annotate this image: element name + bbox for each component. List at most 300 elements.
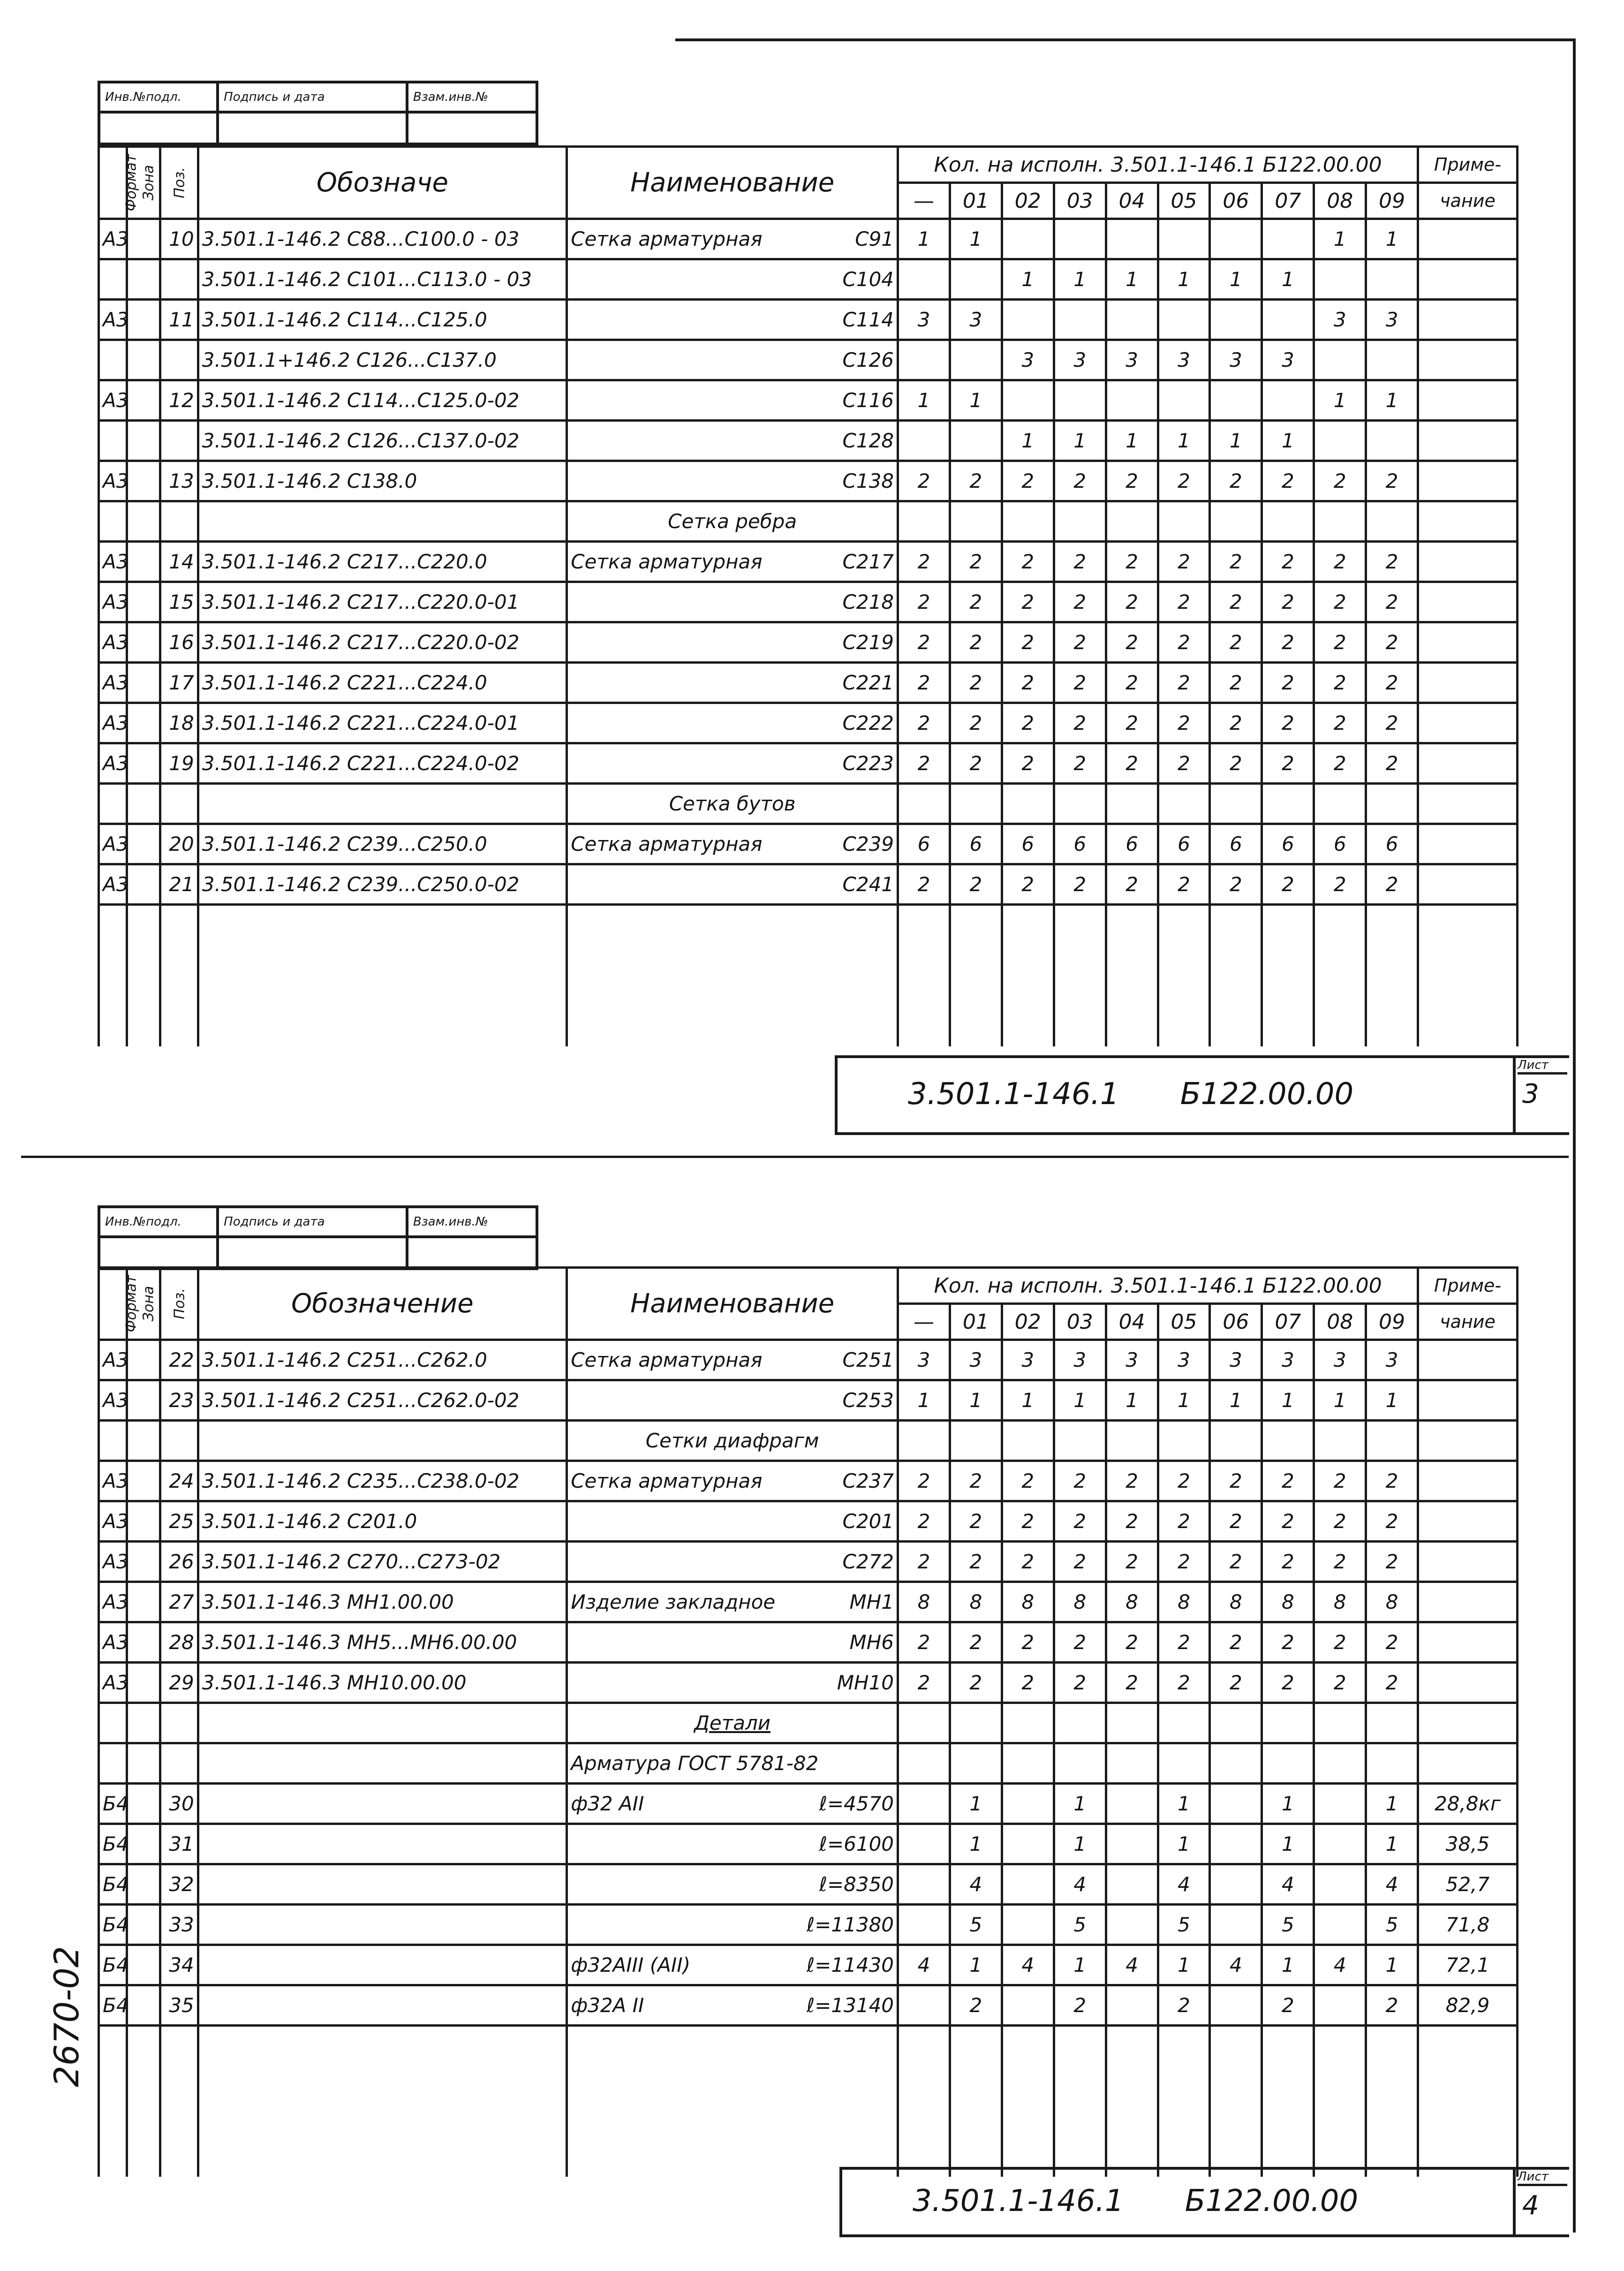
item-mark: МН6 — [849, 1631, 894, 1654]
cell-qty — [1262, 380, 1314, 421]
empty-cell — [1106, 905, 1158, 1047]
cell-format: А3 — [99, 703, 127, 743]
cell-qty: 1 — [1366, 1824, 1418, 1864]
cell-qty: 3 — [1366, 300, 1418, 340]
cell-qty: 2 — [1314, 1461, 1366, 1501]
sheet-number: 4 — [1522, 2190, 1539, 2221]
cell-name — [567, 1663, 898, 1703]
cell-qty — [1158, 300, 1210, 340]
empty-cell — [127, 2026, 160, 2177]
cell-qty: 2 — [1106, 864, 1158, 905]
item-name: Сетка арматурная — [571, 227, 763, 250]
sheet-number: 3 — [1522, 1079, 1539, 1109]
cell-qty: 2 — [1158, 542, 1210, 582]
cell-note — [1418, 1703, 1518, 1743]
cell-qty: 2 — [1054, 1985, 1106, 2026]
cell-zone — [127, 1380, 160, 1421]
cell-qty — [1054, 1703, 1106, 1743]
cell-format: А3 — [99, 1622, 127, 1663]
cell-pos: 20 — [160, 824, 198, 864]
stamp-signature-date: Подпись и дата — [218, 82, 407, 112]
cell-qty: 1 — [1262, 1945, 1314, 1985]
cell-designation: 3.501.1-146.2 С101...С113.0 - 03 — [198, 259, 567, 300]
cell-designation: 3.501.1-146.3 МН1.00.00 — [198, 1582, 567, 1622]
cell-qty — [898, 1743, 950, 1784]
cell-zone — [127, 1703, 160, 1743]
cell-pos: 22 — [160, 1340, 198, 1380]
cell-qty — [898, 259, 950, 300]
cell-qty: 2 — [1106, 542, 1158, 582]
cell-note — [1418, 1380, 1518, 1421]
cell-qty: 5 — [1158, 1905, 1210, 1945]
cell-qty: 1 — [1106, 421, 1158, 461]
cell-pos: 35 — [160, 1985, 198, 2026]
header-note-line2: чание — [1418, 1304, 1518, 1340]
cell-designation — [198, 1421, 567, 1461]
cell-qty: 2 — [1262, 542, 1314, 582]
cell-qty: 1 — [1158, 1945, 1210, 1985]
stamp-inv-no-value — [99, 112, 218, 144]
cell-qty — [1158, 1421, 1210, 1461]
cell-qty: 1 — [950, 1784, 1002, 1824]
cell-qty — [1158, 219, 1210, 259]
cell-qty: 2 — [1158, 1663, 1210, 1703]
cell-qty: 2 — [1002, 582, 1054, 622]
cell-qty: 2 — [1366, 1622, 1418, 1663]
cell-qty: 6 — [950, 824, 1002, 864]
cell-zone — [127, 663, 160, 703]
cell-qty: 2 — [950, 864, 1002, 905]
cell-note — [1418, 380, 1518, 421]
cell-qty — [1002, 219, 1054, 259]
header-qty-title: Кол. на исполн. 3.501.1-146.1 Б122.00.00 — [898, 147, 1418, 183]
header-variant: 04 — [1106, 183, 1158, 219]
cell-note: 71,8 — [1418, 1905, 1518, 1945]
cell-format — [99, 421, 127, 461]
cell-format: А3 — [99, 864, 127, 905]
cell-note — [1418, 743, 1518, 784]
cell-qty: 6 — [1054, 824, 1106, 864]
cell-pos: 26 — [160, 1542, 198, 1582]
cell-qty — [1002, 1784, 1054, 1824]
header-qty-title: Кол. на исполн. 3.501.1-146.1 Б122.00.00 — [898, 1268, 1418, 1304]
cell-qty: 2 — [1002, 743, 1054, 784]
cell-qty: 2 — [1210, 461, 1262, 501]
item-mark: С128 — [842, 429, 894, 452]
cell-zone — [127, 1905, 160, 1945]
cell-qty: 2 — [1210, 743, 1262, 784]
cell-pos: 23 — [160, 1380, 198, 1421]
cell-designation: 3.501.1-146.2 С239...С250.0-02 — [198, 864, 567, 905]
table-row — [99, 259, 1518, 300]
cell-qty: 1 — [1262, 421, 1314, 461]
cell-qty — [1158, 784, 1210, 824]
cell-pos: 11 — [160, 300, 198, 340]
cell-qty: 2 — [1366, 864, 1418, 905]
cell-qty: 2 — [1366, 622, 1418, 663]
cell-designation: 3.501.1-146.2 С217...С220.0-02 — [198, 622, 567, 663]
section-row — [99, 784, 1518, 824]
cell-pos — [160, 1703, 198, 1743]
cell-note — [1418, 340, 1518, 380]
cell-qty: 1 — [1158, 1380, 1210, 1421]
cell-designation: 3.501.1-146.2 С239...С250.0 — [198, 824, 567, 864]
table-row — [99, 421, 1518, 461]
cell-qty — [950, 1421, 1002, 1461]
cell-qty: 1 — [1262, 1380, 1314, 1421]
cell-qty — [898, 1985, 950, 2026]
cell-pos: 27 — [160, 1582, 198, 1622]
cell-qty — [1210, 1703, 1262, 1743]
cell-qty: 2 — [1210, 703, 1262, 743]
cell-designation: 3.501.1-146.2 С114...С125.0-02 — [198, 380, 567, 421]
document-code — [913, 2184, 1358, 2218]
cell-qty: 1 — [1314, 1380, 1366, 1421]
cell-zone — [127, 582, 160, 622]
section-row — [99, 1703, 1518, 1743]
cell-qty — [1106, 1784, 1158, 1824]
header-name: Наименование — [567, 147, 898, 219]
cell-qty: 2 — [1262, 703, 1314, 743]
cell-qty: 5 — [1054, 1905, 1106, 1945]
cell-pos — [160, 1743, 198, 1784]
cell-qty — [1054, 380, 1106, 421]
cell-zone — [127, 1784, 160, 1824]
cell-qty: 2 — [1366, 743, 1418, 784]
cell-qty: 2 — [950, 1622, 1002, 1663]
stamp-signature-date: Подпись и дата — [218, 1207, 407, 1237]
cell-qty — [1158, 380, 1210, 421]
cell-qty: 2 — [898, 1622, 950, 1663]
cell-format: А3 — [99, 1542, 127, 1582]
cell-qty — [1314, 501, 1366, 542]
cell-note — [1418, 1663, 1518, 1703]
cell-format — [99, 259, 127, 300]
cell-qty: 1 — [950, 219, 1002, 259]
cell-zone — [127, 1824, 160, 1864]
cell-name — [567, 703, 898, 743]
cell-qty: 2 — [898, 743, 950, 784]
cell-qty: 2 — [1054, 864, 1106, 905]
cell-designation — [198, 1784, 567, 1824]
cell-name — [567, 1905, 898, 1945]
cell-qty: 2 — [1106, 1663, 1158, 1703]
empty-cell — [1210, 2026, 1262, 2177]
cell-qty — [1314, 1703, 1366, 1743]
empty-cell — [1002, 2026, 1054, 2177]
cell-qty: 6 — [1158, 824, 1210, 864]
cell-qty — [1262, 219, 1314, 259]
cell-qty — [1262, 1743, 1314, 1784]
cell-qty: 2 — [1262, 1542, 1314, 1582]
cell-qty — [1366, 340, 1418, 380]
cell-qty: 2 — [1262, 1501, 1314, 1542]
cell-format: А3 — [99, 380, 127, 421]
empty-cell — [898, 2026, 950, 2177]
cell-qty: 1 — [1158, 1824, 1210, 1864]
cell-note — [1418, 864, 1518, 905]
cell-qty: 2 — [950, 1985, 1002, 2026]
cell-qty — [1210, 784, 1262, 824]
cell-name — [567, 421, 898, 461]
cell-qty — [1106, 1743, 1158, 1784]
cell-qty: 1 — [898, 380, 950, 421]
cell-qty — [1314, 421, 1366, 461]
cell-name — [567, 1501, 898, 1542]
item-name: Изделие закладное — [571, 1590, 776, 1613]
cell-qty — [1314, 1784, 1366, 1824]
cell-qty: 2 — [1002, 622, 1054, 663]
cell-format: Б4 — [99, 1905, 127, 1945]
empty-cell — [198, 2026, 567, 2177]
cell-note — [1418, 1582, 1518, 1622]
cell-qty: 2 — [1054, 1501, 1106, 1542]
cell-qty: 3 — [1366, 1340, 1418, 1380]
cell-qty: 3 — [950, 300, 1002, 340]
cell-qty — [1106, 1703, 1158, 1743]
cell-qty: 2 — [1262, 1663, 1314, 1703]
cell-qty — [1106, 219, 1158, 259]
cell-qty: 1 — [1366, 1784, 1418, 1824]
header-variant: 02 — [1002, 183, 1054, 219]
document-code-b: Б122.00.00 — [1180, 1077, 1354, 1112]
cell-qty: 2 — [1106, 461, 1158, 501]
cell-format: А3 — [99, 1461, 127, 1501]
header-pos: Поз. — [160, 147, 198, 219]
cell-zone — [127, 1985, 160, 2026]
cell-format: Б4 — [99, 1864, 127, 1905]
empty-cell — [898, 905, 950, 1047]
header-designation: Обозначе — [198, 147, 567, 219]
cell-qty: 2 — [1158, 582, 1210, 622]
stamp-inv-no: Инв.№подл. — [99, 1207, 218, 1237]
item-name: Сетка арматурная — [571, 550, 763, 573]
cell-qty: 2 — [1366, 542, 1418, 582]
cell-qty: 1 — [1366, 380, 1418, 421]
cell-qty: 2 — [1262, 743, 1314, 784]
cell-qty — [1314, 1864, 1366, 1905]
stamp-replaced-inv-value — [407, 1237, 537, 1269]
cell-pos: 15 — [160, 582, 198, 622]
cell-qty: 1 — [1366, 219, 1418, 259]
cell-format: Б4 — [99, 1824, 127, 1864]
cell-qty — [1210, 1864, 1262, 1905]
margin-document-number: 2670-02 — [47, 1946, 86, 2087]
cell-pos: 25 — [160, 1501, 198, 1542]
cell-note: 28,8кг — [1418, 1784, 1518, 1824]
document-code — [908, 1077, 1353, 1112]
cell-qty — [1106, 1985, 1158, 2026]
cell-qty: 2 — [1314, 1622, 1366, 1663]
cell-qty: 2 — [1054, 1461, 1106, 1501]
cell-qty: 1 — [1054, 259, 1106, 300]
cell-qty: 4 — [1366, 1864, 1418, 1905]
cell-zone — [127, 501, 160, 542]
cell-qty: 2 — [1262, 864, 1314, 905]
cell-designation: 3.501.1-146.2 С221...С224.0 — [198, 663, 567, 703]
cell-qty: 2 — [1262, 1461, 1314, 1501]
cell-qty — [950, 340, 1002, 380]
cell-qty: 2 — [1054, 1622, 1106, 1663]
cell-name — [567, 380, 898, 421]
cell-qty — [1106, 1824, 1158, 1864]
cell-zone — [127, 1945, 160, 1985]
cell-note — [1418, 1542, 1518, 1582]
cell-qty: 2 — [1054, 1542, 1106, 1582]
item-name: Сетка арматурная — [571, 1469, 763, 1492]
cell-qty — [1314, 1905, 1366, 1945]
cell-note — [1418, 542, 1518, 582]
cell-qty: 8 — [1262, 1582, 1314, 1622]
cell-zone — [127, 1582, 160, 1622]
table-row — [99, 1864, 1518, 1905]
cell-name — [567, 1622, 898, 1663]
cell-qty: 2 — [1054, 663, 1106, 703]
cell-name — [567, 622, 898, 663]
header-variant: 04 — [1106, 1304, 1158, 1340]
item-mark: ℓ=11380 — [806, 1913, 894, 1936]
frame-right-line — [1573, 1158, 1576, 2233]
document-code-a: 3.501.1-146.1 — [913, 2184, 1124, 2218]
cell-qty: 8 — [1158, 1582, 1210, 1622]
cell-qty: 2 — [1314, 461, 1366, 501]
item-mark: С219 — [842, 631, 894, 654]
sheet-number-cell — [1513, 2170, 1569, 2234]
cell-qty: 2 — [1158, 663, 1210, 703]
cell-note: 52,7 — [1418, 1864, 1518, 1905]
cell-qty: 8 — [1002, 1582, 1054, 1622]
cell-qty: 2 — [1106, 1622, 1158, 1663]
empty-cell — [1054, 905, 1106, 1047]
cell-qty — [1054, 219, 1106, 259]
empty-cell — [567, 905, 898, 1047]
table-row — [99, 864, 1518, 905]
cell-qty: 3 — [1158, 1340, 1210, 1380]
cell-format: А3 — [99, 1663, 127, 1703]
table-row — [99, 622, 1518, 663]
cell-qty — [1002, 501, 1054, 542]
cell-note — [1418, 582, 1518, 622]
cell-name — [567, 1985, 898, 2026]
cell-name — [567, 1743, 898, 1784]
header-variant: 06 — [1210, 1304, 1262, 1340]
cell-qty: 3 — [1262, 340, 1314, 380]
empty-cell — [1158, 2026, 1210, 2177]
cell-qty: 1 — [1054, 421, 1106, 461]
cell-qty: 1 — [950, 1945, 1002, 1985]
section-row — [99, 1421, 1518, 1461]
cell-qty: 2 — [950, 743, 1002, 784]
cell-qty: 2 — [950, 461, 1002, 501]
cell-qty: 2 — [1366, 1985, 1418, 2026]
cell-qty — [1262, 1421, 1314, 1461]
cell-qty — [1210, 1743, 1262, 1784]
cell-zone — [127, 1622, 160, 1663]
section-title: Сетка бутов — [567, 784, 898, 824]
cell-qty: 2 — [898, 582, 950, 622]
cell-zone — [127, 1340, 160, 1380]
empty-cell — [1054, 2026, 1106, 2177]
item-mark: С253 — [842, 1389, 894, 1412]
stamp-replaced-inv: Взам.инв.№ — [407, 1207, 537, 1237]
cell-qty — [1106, 300, 1158, 340]
cell-designation: 3.501.1-146.2 С201.0 — [198, 1501, 567, 1542]
cell-qty: 1 — [1158, 259, 1210, 300]
cell-name — [567, 1864, 898, 1905]
approval-stamp — [98, 81, 538, 145]
cell-designation: 3.501.1-146.2 С138.0 — [198, 461, 567, 501]
cell-format: А3 — [99, 663, 127, 703]
cell-pos: 28 — [160, 1622, 198, 1663]
table-row — [99, 1340, 1518, 1380]
table-row — [99, 1905, 1518, 1945]
cell-qty: 2 — [1054, 1663, 1106, 1703]
cell-qty: 2 — [1002, 1542, 1054, 1582]
header-variant: — — [898, 183, 950, 219]
cell-qty: 2 — [1106, 622, 1158, 663]
cell-name — [567, 1945, 898, 1985]
table-row — [99, 1743, 1518, 1784]
empty-cell — [1314, 2026, 1366, 2177]
stamp-signature-date-value — [218, 112, 407, 144]
cell-qty: 2 — [898, 542, 950, 582]
cell-designation — [198, 1743, 567, 1784]
table-row — [99, 1663, 1518, 1703]
cell-qty: 3 — [1106, 340, 1158, 380]
cell-qty — [950, 259, 1002, 300]
table-row — [99, 1824, 1518, 1864]
cell-qty — [1314, 340, 1366, 380]
cell-qty — [1210, 1784, 1262, 1824]
cell-qty: 2 — [1158, 1622, 1210, 1663]
cell-qty: 1 — [1262, 259, 1314, 300]
cell-qty: 2 — [1106, 743, 1158, 784]
table-row — [99, 219, 1518, 259]
frame-right-line — [1573, 38, 1576, 1158]
stamp-replaced-inv: Взам.инв.№ — [407, 82, 537, 112]
cell-qty — [1002, 380, 1054, 421]
cell-qty: 2 — [1158, 1461, 1210, 1501]
cell-name — [567, 743, 898, 784]
cell-qty: 3 — [1002, 1340, 1054, 1380]
item-name: Арматура ГОСТ 5781-82 — [571, 1752, 819, 1775]
cell-qty: 8 — [1314, 1582, 1366, 1622]
empty-cell — [1418, 905, 1518, 1047]
cell-zone — [127, 1421, 160, 1461]
cell-qty: 1 — [898, 219, 950, 259]
cell-qty: 2 — [1210, 622, 1262, 663]
cell-format: А3 — [99, 1582, 127, 1622]
cell-qty: 4 — [950, 1864, 1002, 1905]
cell-qty: 2 — [1210, 1542, 1262, 1582]
table-row — [99, 824, 1518, 864]
item-mark: ℓ=4570 — [819, 1792, 894, 1815]
cell-zone — [127, 542, 160, 582]
sheet-label: Лист — [1518, 2170, 1567, 2186]
cell-qty: 2 — [1262, 622, 1314, 663]
section-title: Сетки диафрагм — [567, 1421, 898, 1461]
cell-qty: 2 — [898, 1663, 950, 1703]
cell-zone — [127, 1542, 160, 1582]
cell-note — [1418, 622, 1518, 663]
cell-format: А3 — [99, 300, 127, 340]
cell-zone — [127, 421, 160, 461]
cell-format: Б4 — [99, 1945, 127, 1985]
cell-qty: 2 — [1314, 663, 1366, 703]
cell-qty: 2 — [1106, 582, 1158, 622]
cell-qty: 4 — [1314, 1945, 1366, 1985]
header-note-line1: Приме- — [1418, 1268, 1518, 1304]
